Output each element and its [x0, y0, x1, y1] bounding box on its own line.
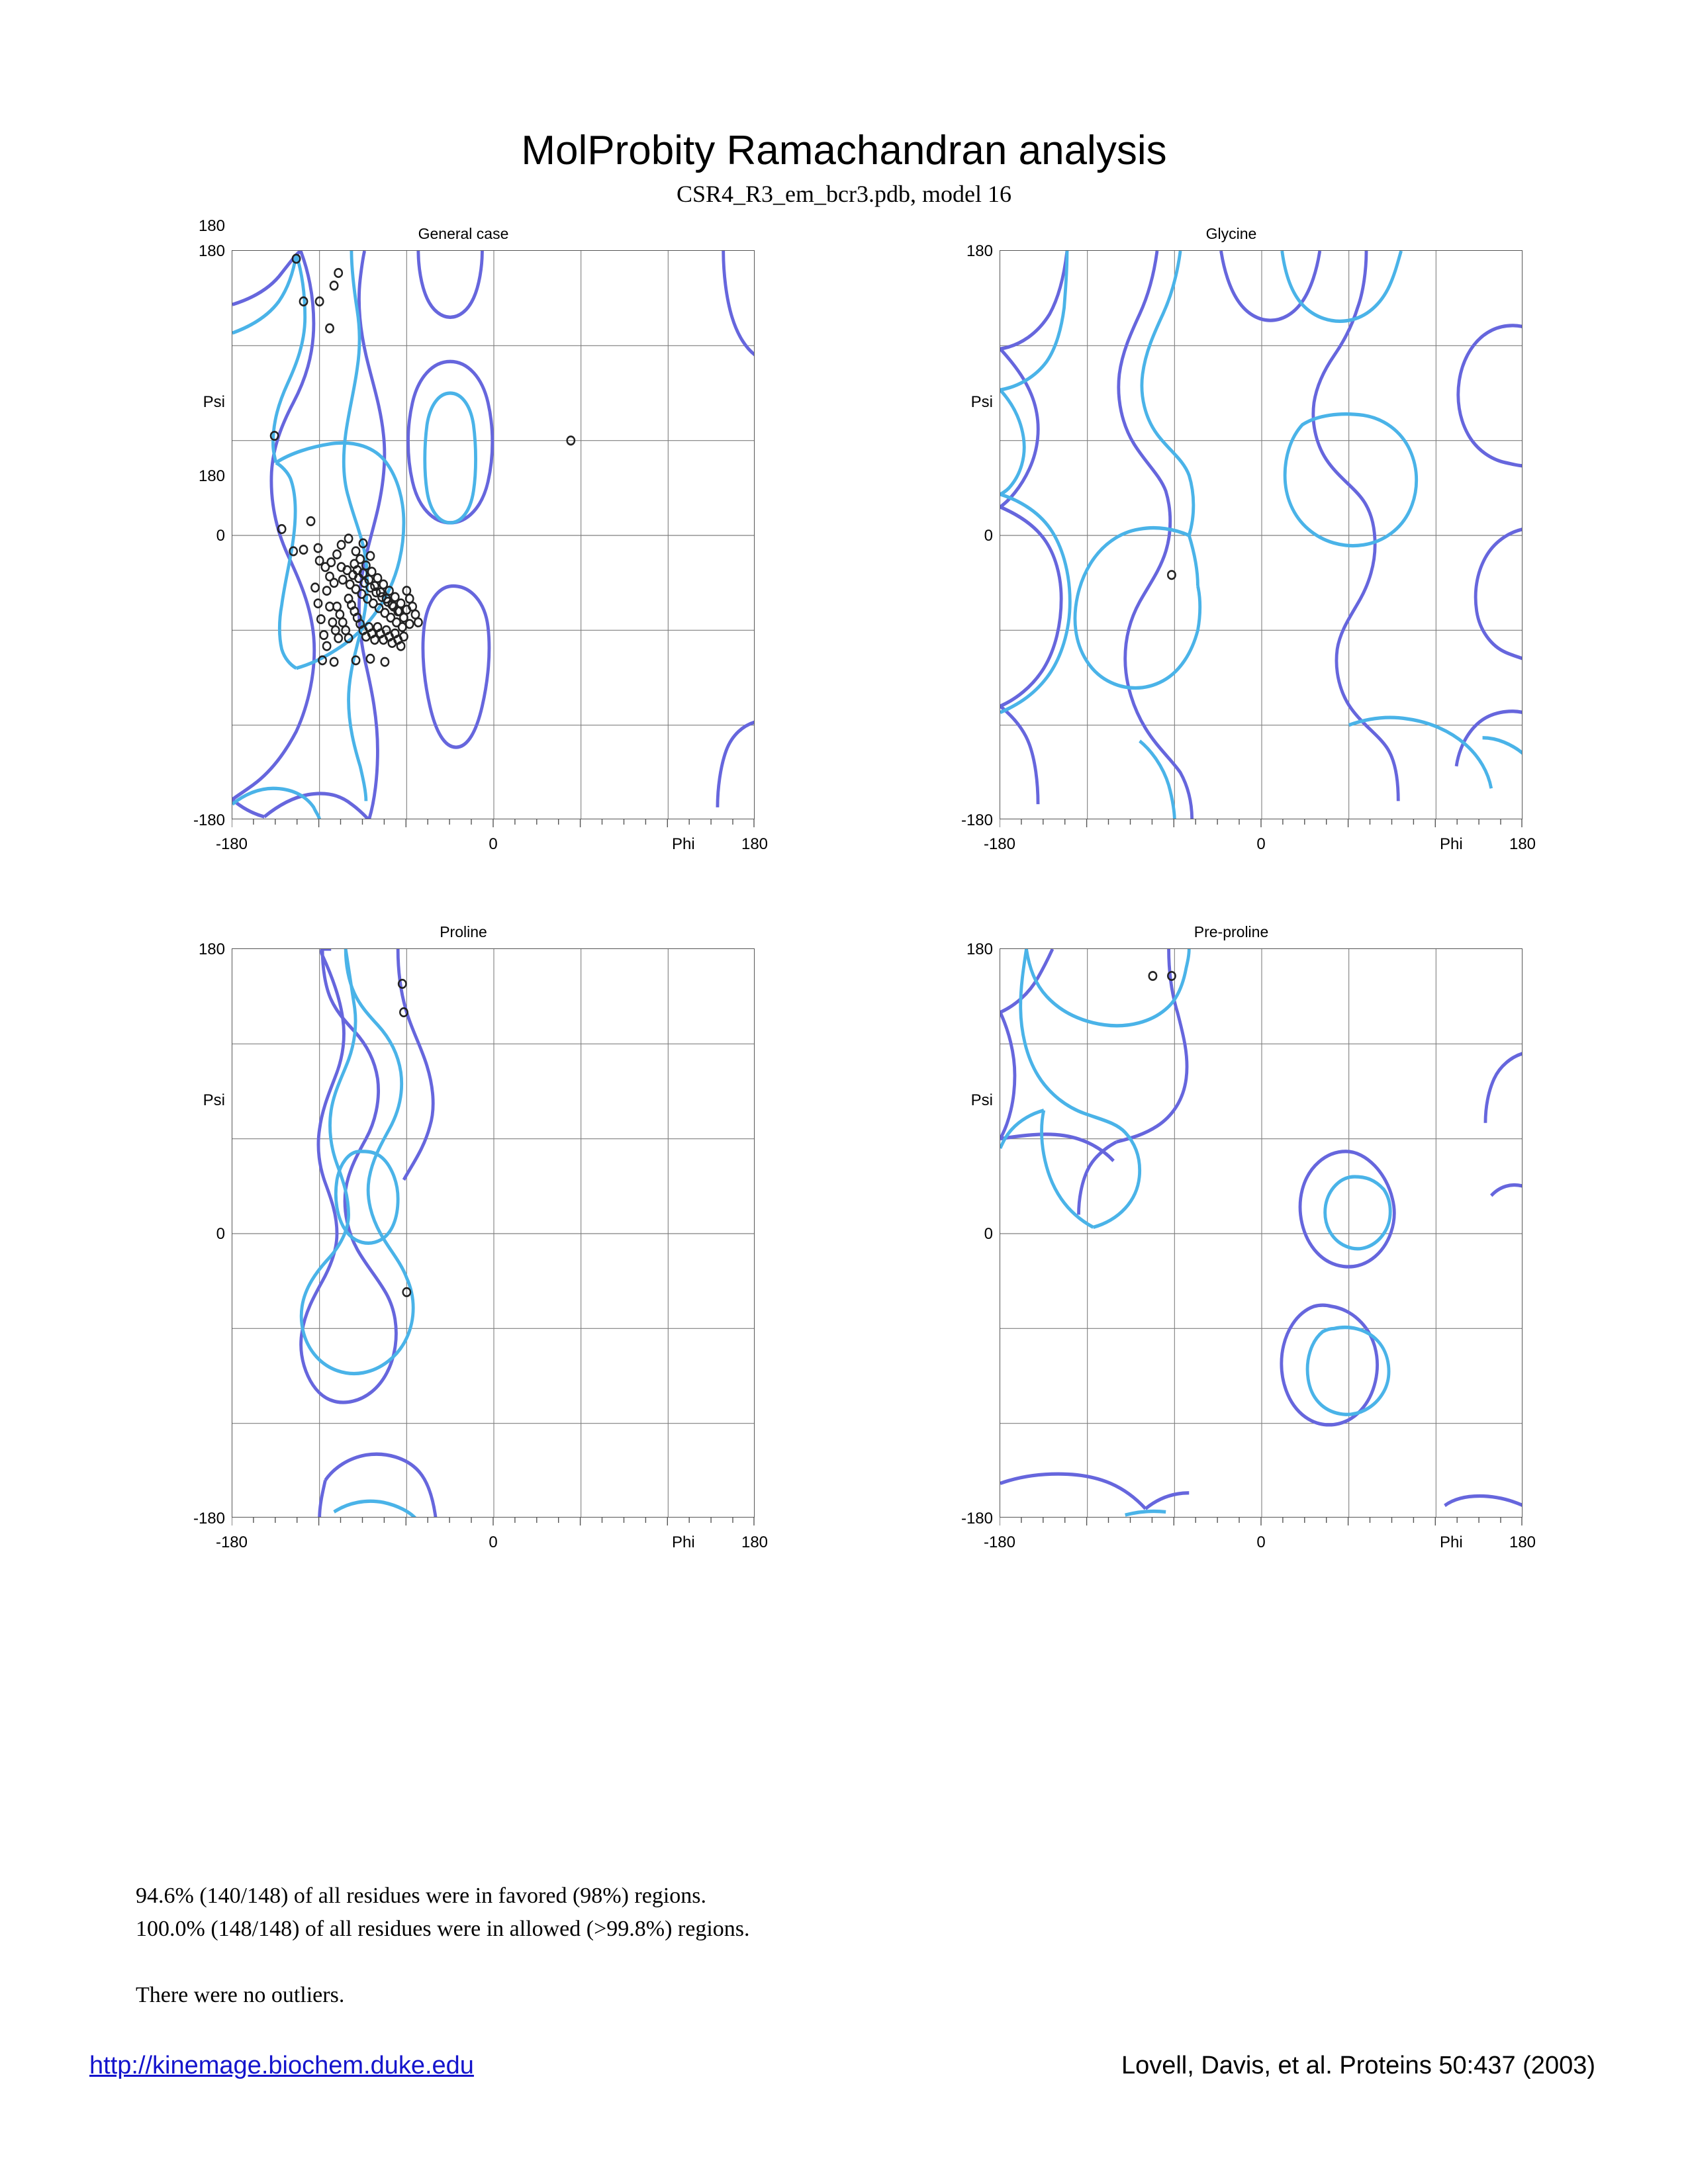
- panel-pre-proline: [880, 923, 1582, 1598]
- x-axis-label: Phi: [1440, 1533, 1463, 1551]
- plot-svg-proline: [232, 949, 755, 1518]
- x-axis-label: Phi: [672, 835, 695, 853]
- panel-title-glycine: Glycine: [1205, 225, 1257, 242]
- panel-proline: [113, 923, 814, 1598]
- panel-title-proline: Proline: [440, 923, 487, 940]
- x-tick-left: -180: [983, 1533, 1016, 1551]
- page-subtitle: CSR4_R3_em_bcr3.pdb, model 16: [677, 181, 1011, 207]
- page-title: MolProbity Ramachandran analysis: [521, 127, 1167, 173]
- x-axis-label: Phi: [1440, 835, 1463, 853]
- gridlines: [232, 251, 755, 819]
- x-tick-right: 180: [741, 835, 769, 853]
- stats-favored: 94.6% (140/148) of all residues were in favored (98%) regions.: [136, 1884, 707, 1908]
- y-tick-180-top: 180: [198, 467, 225, 485]
- y-tick-bottom: -180: [961, 1510, 993, 1527]
- x-tick-right: 180: [741, 1533, 769, 1551]
- y-tick-top: 180: [966, 940, 993, 958]
- y-tick-middle: 0: [216, 1225, 225, 1243]
- stats-outliers: There were no outliers.: [136, 1983, 345, 2007]
- stats-allowed: 100.0% (148/148) of all residues were in allowed (>99.8%) regions.: [136, 1917, 750, 1941]
- panel-title-general-case: General case: [418, 225, 509, 242]
- y-tick-180-top: 180: [198, 217, 225, 235]
- x-axis-label: Phi: [672, 1533, 695, 1551]
- x-tick-middle: 0: [489, 835, 498, 853]
- citation: Lovell, Davis, et al. Proteins 50:437 (2003): [1121, 2052, 1595, 2079]
- y-axis-label: Psi: [203, 1091, 225, 1109]
- x-tick-middle: 0: [1256, 1533, 1266, 1551]
- gridlines: [1000, 251, 1523, 819]
- x-axis-ticks: [1000, 819, 1523, 829]
- data-points-proline: [399, 979, 410, 1296]
- x-tick-left: -180: [215, 835, 248, 853]
- x-tick-right: 180: [1509, 1533, 1536, 1551]
- data-points-general-case: [271, 255, 575, 666]
- y-axis-label: Psi: [203, 393, 225, 411]
- y-tick-bottom: -180: [193, 1510, 225, 1527]
- favored-contour: [1000, 949, 1390, 1515]
- plot-svg-glycine: [1000, 251, 1523, 819]
- y-tick-middle: 0: [984, 527, 993, 545]
- kinemage-link[interactable]: http://kinemage.biochem.duke.edu: [89, 2052, 474, 2079]
- y-tick-top: 180: [198, 242, 225, 260]
- plot-svg-general-case: [232, 251, 755, 819]
- y-tick-bottom: -180: [961, 811, 993, 829]
- y-tick-middle: 0: [984, 1225, 993, 1243]
- gridlines: [232, 949, 755, 1518]
- x-axis-ticks: [232, 819, 755, 829]
- plot-svg-pre-proline: [1000, 949, 1523, 1518]
- y-axis-label: Psi: [970, 393, 993, 411]
- x-tick-left: -180: [983, 835, 1016, 853]
- x-axis-ticks: [1000, 1518, 1523, 1527]
- x-tick-middle: 0: [489, 1533, 498, 1551]
- y-axis-label: Psi: [970, 1091, 993, 1109]
- plot-area-pre-proline: [1000, 948, 1523, 1518]
- plot-area-proline: [232, 948, 755, 1518]
- gridlines: [1000, 949, 1523, 1518]
- x-tick-middle: 0: [1256, 835, 1266, 853]
- y-tick-top: 180: [966, 242, 993, 260]
- panel-title-pre-proline: Pre-proline: [1194, 923, 1269, 940]
- panel-general-case: [113, 217, 814, 900]
- panel-glycine: [880, 225, 1582, 900]
- x-axis-ticks: [232, 1518, 755, 1527]
- y-tick-bottom: -180: [193, 811, 225, 829]
- plot-area-general-case: [232, 250, 755, 819]
- x-tick-right: 180: [1509, 835, 1536, 853]
- plot-area-glycine: [1000, 250, 1523, 819]
- x-tick-left: -180: [215, 1533, 248, 1551]
- y-tick-top: 180: [198, 940, 225, 958]
- y-tick-middle: 0: [216, 527, 225, 545]
